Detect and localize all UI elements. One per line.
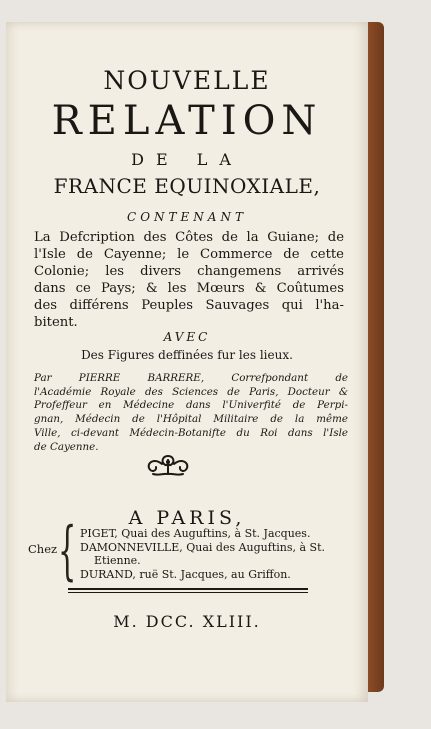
title-relation: RELATION xyxy=(51,98,323,144)
description-line: des différens Peuples Sauvages qui l'ha- xyxy=(34,298,344,313)
author-block xyxy=(34,372,348,454)
author-line: Par PIERRE BARRERE, Correfpondant de xyxy=(34,372,348,384)
author-line: l'Académie Royale des Sciences de Paris, Docteur & xyxy=(34,385,348,398)
title-de-la: DE LA xyxy=(131,150,243,169)
imprint-place: A PARIS, xyxy=(128,507,246,529)
fleuron-ornament-icon xyxy=(143,452,193,478)
title-france-equinoxiale: FRANCE EQUINOXIALE, xyxy=(53,174,321,198)
figures-line: Des Figures deffinées fur les lieux. xyxy=(81,348,293,362)
description-line: La Defcription des Côtes de la Guiane; de xyxy=(34,230,344,245)
author-line: Profeffeur en Médecine dans l'Univerfité de Perpi- xyxy=(34,399,348,412)
double-rule-thin xyxy=(68,592,308,593)
brace-icon: { xyxy=(58,514,77,588)
description-line: l'Isle de Cayenne; le Commerce de cette xyxy=(34,247,344,262)
description-block xyxy=(34,229,344,331)
contenant-label: CONTENANT xyxy=(127,210,247,224)
author-line: Ville, ci-devant Médecin-Botanifte du Roi dans l'Isle xyxy=(34,426,348,439)
avec-label: AVEC xyxy=(163,330,211,344)
chez-label: Chez xyxy=(28,542,58,556)
title-page xyxy=(6,22,368,702)
seller-line: Etienne. xyxy=(94,554,141,567)
description-line: bitent. xyxy=(34,315,78,330)
seller-line: DAMONNEVILLE, Quai des Auguftins, à St. xyxy=(80,540,326,554)
description-line: dans ce Pays; & les Mœurs & Coûtumes xyxy=(34,281,344,296)
seller-line: PIGET, Quai des Auguftins, à St. Jacques. xyxy=(80,527,311,540)
seller-line: DURAND, ruë St. Jacques, au Griffon. xyxy=(80,567,291,581)
publication-date: M. DCC. XLIII. xyxy=(113,612,261,631)
description-line: Colonie; les divers changemens arrivés xyxy=(34,264,344,279)
title-nouvelle: NOUVELLE xyxy=(103,66,271,95)
author-line: gnan, Médecin de l'Hôpital Militaire de la même xyxy=(34,413,348,426)
double-rule xyxy=(68,588,308,590)
author-line: de Cayenne. xyxy=(34,440,99,453)
sellers-list xyxy=(80,527,350,581)
